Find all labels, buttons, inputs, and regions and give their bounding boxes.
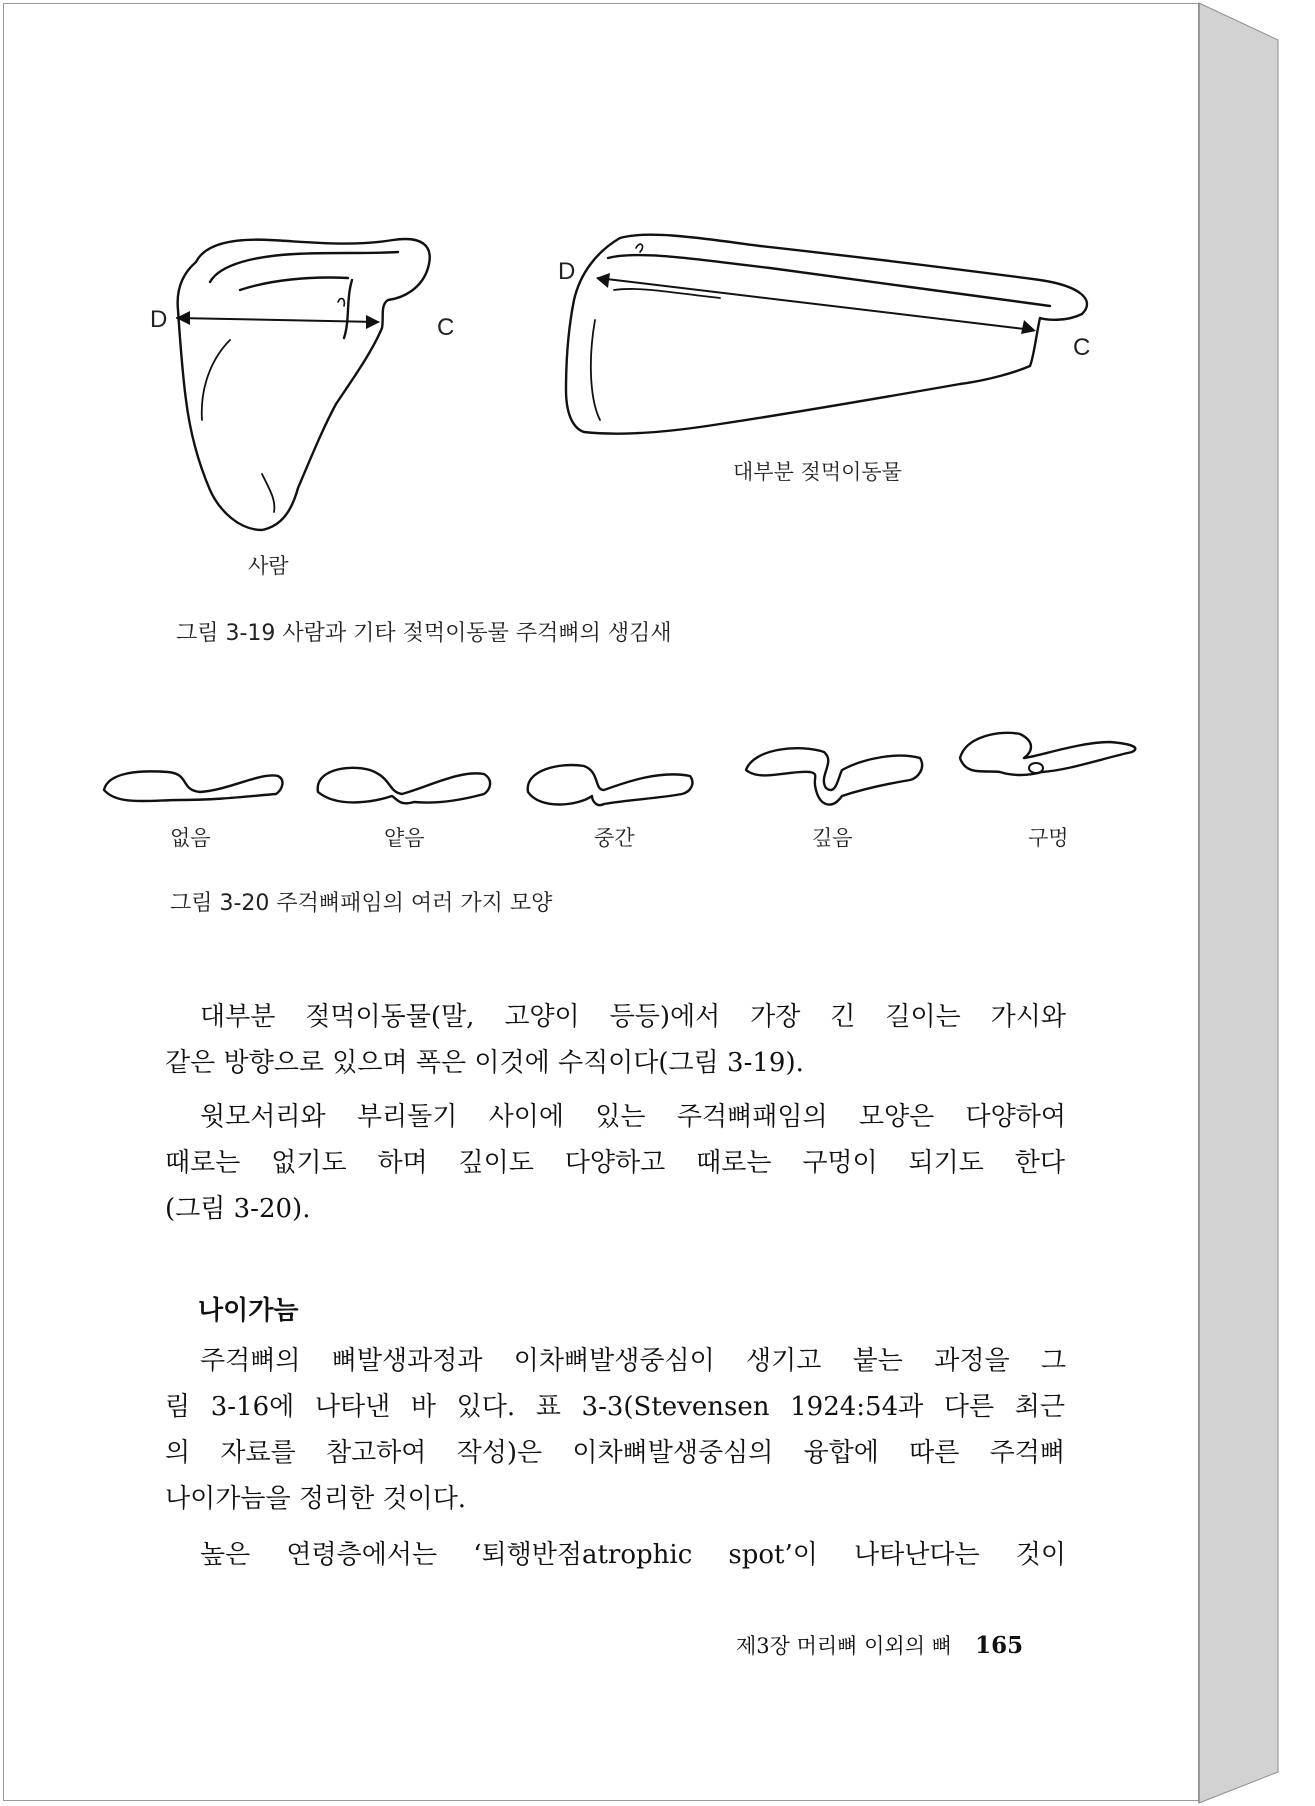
notch-hole-icon bbox=[1029, 763, 1043, 773]
paragraph-3-line-2: 림 3-16에 나타낸 바 있다. 표 3-3(Stevensen 1924:54과 다른 최근 bbox=[165, 1392, 1065, 1422]
paragraph-3-line-3: 의 자료를 참고하여 작성)은 이차뼈발생중심의 융합에 따른 주걱뼈 bbox=[165, 1438, 1065, 1468]
notch-label-none: 없음 bbox=[170, 826, 211, 850]
human-label-d: D bbox=[150, 306, 168, 333]
mammal-label-c: C bbox=[1073, 334, 1091, 361]
section-heading: 나이가늠 bbox=[198, 1296, 299, 1326]
paragraph-3-line-4: 나이가늠을 정리한 것이다. bbox=[165, 1484, 467, 1514]
page-number: 165 bbox=[975, 1632, 1024, 1659]
notch-shape-medium bbox=[528, 765, 693, 805]
notch-shape-none bbox=[104, 771, 282, 801]
notch-label-medium: 중간 bbox=[594, 826, 635, 850]
page-footer bbox=[736, 1630, 1023, 1660]
paragraph-2-line-1: 윗모서리와 부리돌기 사이에 있는 주걱뼈패임의 모양은 다양하여 bbox=[200, 1102, 1066, 1132]
notch-label-deep: 깊음 bbox=[812, 826, 853, 850]
paragraph-2-line-2: 때로는 없기도 하며 깊이도 다양하고 때로는 구멍이 되기도 한다 bbox=[165, 1148, 1065, 1178]
mammal-label: 대부분 젖먹이동물 bbox=[733, 460, 902, 484]
figure-3-20-caption: 그림 3-20 주걱뼈패임의 여러 가지 모양 bbox=[170, 891, 553, 916]
figure-3-19-caption: 그림 3-19 사람과 기타 젖먹이동물 주걱뼈의 생김새 bbox=[176, 621, 672, 646]
paragraph-4-line-1: 높은 연령층에서는 ‘퇴행반점atrophic spot’이 나타난다는 것이 bbox=[200, 1540, 1066, 1570]
human-label: 사람 bbox=[248, 554, 289, 578]
notch-shape-hole bbox=[960, 733, 1135, 775]
notch-shape-deep bbox=[746, 748, 922, 804]
notch-label-hole: 구멍 bbox=[1028, 826, 1069, 850]
running-chapter-title: 제3장 머리뼈 이외의 뼈 bbox=[736, 1634, 952, 1658]
mammal-label-d: D bbox=[558, 258, 576, 285]
paragraph-3-line-1: 주걱뼈의 뼈발생과정과 이차뼈발생중심이 생기고 붙는 과정을 그 bbox=[200, 1346, 1066, 1376]
notch-shape-shallow bbox=[318, 768, 490, 804]
notch-label-shallow: 얕음 bbox=[384, 826, 425, 850]
paragraph-1-line-1: 대부분 젖먹이동물(말, 고양이 등등)에서 가장 긴 길이는 가시와 bbox=[200, 1002, 1066, 1032]
human-label-c: C bbox=[437, 314, 455, 341]
paragraph-1-line-2: 같은 방향으로 있으며 폭은 이것에 수직이다(그림 3-19). bbox=[165, 1048, 804, 1078]
paragraph-2-line-3: (그림 3-20). bbox=[165, 1194, 311, 1224]
